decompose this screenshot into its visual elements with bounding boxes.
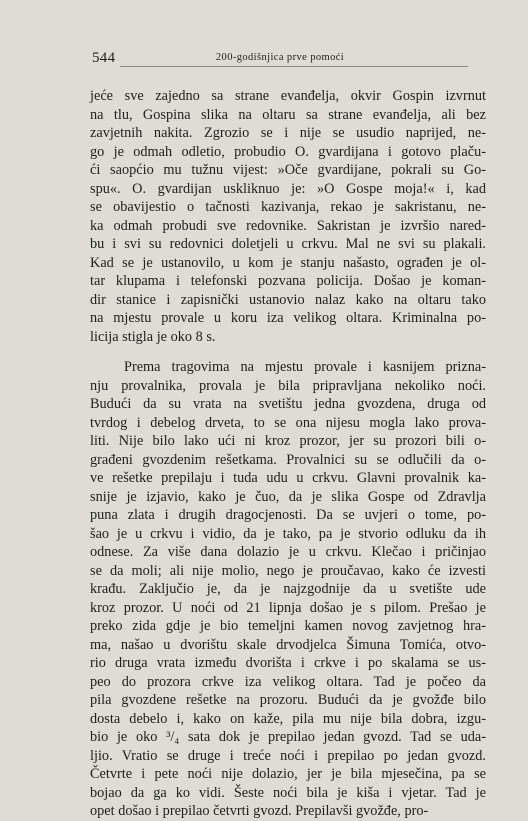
text-line: snije je izjavio, kako je čuo, da je slika Gospe od Zdravlja [90, 488, 486, 505]
text-line: Prema tragovima na mjestu provale i kasnijem prizna- [124, 359, 486, 375]
text-line: dir stanice i zapisnički ustanovio nalaz kako na oltaru tako [90, 291, 486, 308]
page-number: 544 [92, 50, 116, 66]
text-line: pila gvozdene rešetke na prozoru. Budući da je gvožđe bilo [90, 692, 486, 708]
paragraph-gap [90, 346, 486, 358]
text-line: go je odmah odletio, probudio O. gvardijana i gotovo plaču- [90, 143, 486, 160]
text-line: bio je oko ³/₄ sata dok je prepilao jedan gvozd. Tad se uda- [90, 729, 486, 745]
text-line: tvrdog i debelog drveta, to se ona nijesu mogla lako prova- [90, 414, 486, 431]
text-line: se da moli; ali nije molio, nego je proučavao, kako će izvesti [90, 562, 486, 579]
text-line: zavjetnih nakita. Zgrozio se i nije se usudio naprijed, ne- [90, 125, 486, 141]
body-text [90, 87, 486, 821]
text-line: bojao da ga ko vidi. Šeste noći bila je kiša i vjetar. Tad je [90, 784, 486, 801]
text-line: licija stigla je oko 8 s. [90, 328, 216, 345]
text-line: spu«. O. gvardijan uskliknuo je: »O Gospe moja!« i, kad [90, 180, 486, 197]
text-line: bu i svi su redovnici doletjeli u crkvu. Mal ne svi su plakali. [90, 236, 486, 252]
text-line: nju provalnika, provala je bila pripravljana nekoliko noći. [90, 377, 486, 394]
text-line: ka odmah probudi sve redovnike. Sakristan je izvršio nared- [90, 217, 486, 234]
text-line: Četvrte i pete noći nije dolazio, jer je bila mjesečina, pa se [90, 766, 486, 782]
header-rule [120, 66, 468, 67]
text-line: Budući da su vrata na svetištu jedna gvozdena, druga od [90, 396, 486, 412]
text-line: ve rešetke prepilaju i tuda udu u crkvu. Glavni provalnik ka- [90, 470, 486, 486]
text-line: kroz prozor. U noći od 21 lipnja došao je s pilom. Prešao je [90, 599, 486, 616]
text-line: dosta debelo i, kako on kaže, pila mu nije bila dobra, izgu- [90, 710, 486, 727]
text-line: ma, našao u dvorištu skale drvodjelca Šimuna Tomića, otvo- [90, 636, 486, 653]
text-line: ljio. Vratio se druge i treće noći i prepilao po jedan gvozd. [90, 747, 486, 764]
text-line: liti. Nije bilo lako ući ni kroz prozor, jer su prozori bili o- [90, 433, 486, 449]
paragraph-container [90, 87, 486, 821]
paragraph [90, 358, 486, 821]
text-line: na tlu, Gospina slika na oltaru sa strane evanđelja, ali bez [90, 106, 486, 123]
paragraph [90, 87, 486, 346]
text-line: peo do prozora crkve iza velikog oltara. Tad je počeo da [90, 673, 486, 690]
text-line: Kad se je ustanovilo, u kom je stanju našasto, ograđen je ol- [90, 254, 486, 271]
text-line: krađu. Zaključio je, da je najzgodnije da u svetište ude [90, 581, 486, 597]
text-line: ći saopćio mu tužnu vijest: »Oče gvardijane, pokrali su Go- [90, 162, 486, 178]
text-line: na mjestu provale u koru iza velikog oltara. Kriminalna po- [90, 310, 486, 326]
text-line: jeće sve zajedno sa stranе evanđelja, okvir Gospin izvrnut [90, 88, 486, 104]
text-line: odnese. Za više dana dolazio je u crkvu. Klečao i pričinjao [90, 544, 486, 560]
text-line: šao je u crkvu i vidio, da je tako, pa je stvorio odluku da ih [90, 525, 486, 542]
running-title: 200-godišnjica prve pomoći [215, 52, 345, 63]
text-line: preko zida gdje je bio temeljni kamen novog zavjetnog hra- [90, 618, 486, 634]
text-line: tar klupama i telefonski pozvana policija. Došao je koman- [90, 273, 486, 289]
text-line: opet došao i prepilao četvrti gvozd. Prepilavši gvožđe, pro- [90, 803, 429, 819]
text-line: se obavijestio o tačnosti kazivanja, rekao je sakristanu, ne- [90, 199, 486, 215]
text-line: rio druga vrata između dvorišta i crkve i po skalama se us- [90, 655, 486, 671]
text-line: puna zlata i drugih dragocjenosti. Da se uvjeri o tome, po- [90, 507, 486, 523]
text-line: građeni gvozdenim rešetkama. Provalnici su se odlučili da o- [90, 451, 486, 468]
